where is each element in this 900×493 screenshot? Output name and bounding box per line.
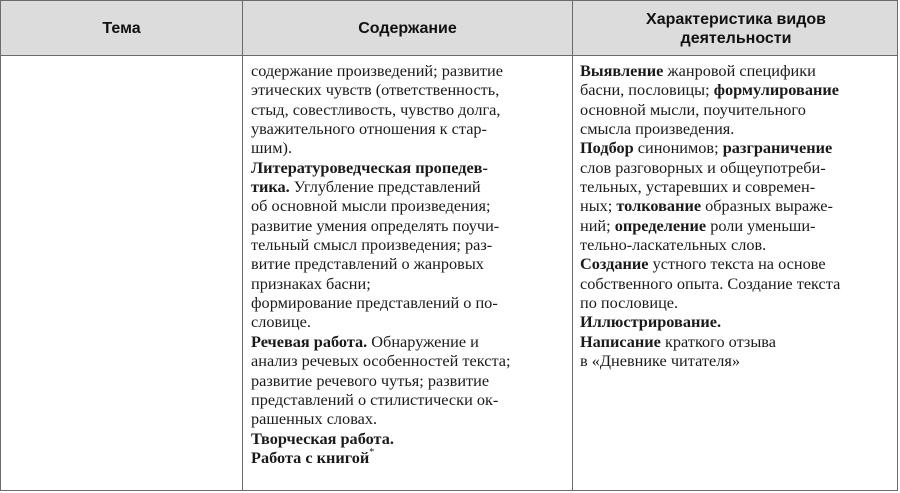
content-column [251, 61, 569, 467]
text: краткого отзыва [660, 331, 776, 351]
activity-line [580, 100, 896, 119]
text: синонимов; [633, 138, 723, 158]
header-activities-line1: Характеристика видов [646, 10, 826, 28]
column-divider-1 [242, 1, 243, 490]
header-activities [573, 1, 899, 56]
text: признаках басни; [251, 273, 371, 293]
header-content [243, 1, 572, 56]
activity-line [580, 293, 896, 312]
activity-line [580, 80, 896, 99]
text: витие представлений о жанровых [251, 254, 484, 274]
bold-text: Написание [580, 331, 661, 351]
header-topic-label: Тема [102, 20, 141, 37]
text: шим). [251, 138, 293, 158]
content-line [251, 274, 569, 293]
activity-line [580, 158, 896, 177]
text: тельно-ласкательных слов. [580, 235, 767, 255]
text: стыд, совестливость, чувство долга, [251, 99, 501, 119]
text: тельный смысл произведения; раз- [251, 235, 493, 255]
content-line [251, 312, 569, 331]
bold-text: Выявление [580, 61, 664, 80]
text: развитие речевого чутья; развитие [251, 370, 490, 390]
activity-line [580, 119, 896, 138]
text: основной мысли, поучительного [580, 99, 806, 119]
bold-text: определение [614, 215, 707, 235]
activity-line [580, 61, 896, 80]
bold-text: Творческая работа. [251, 428, 394, 448]
text: содержание произведений; развитие [251, 61, 503, 80]
text: формирование представлений о по- [251, 293, 498, 313]
text: образных выраже- [701, 196, 833, 216]
bold-text: Создание [580, 254, 649, 274]
text: развитие умения определять поучи- [251, 215, 500, 235]
text: этических чувств (ответственность, [251, 80, 500, 100]
content-line [251, 196, 569, 215]
activity-line [580, 351, 896, 370]
content-line [251, 371, 569, 390]
footnote-mark: * [369, 446, 375, 458]
text: тельных, устаревших и современ- [580, 177, 816, 197]
text: Углубление представлений [289, 177, 481, 197]
activity-column [580, 61, 896, 371]
text: слов разговорных и общеупотреби- [580, 157, 826, 177]
text: ных; [580, 196, 617, 216]
content-line [251, 80, 569, 99]
text: жанровой специфики [663, 61, 816, 80]
activity-line [580, 216, 896, 235]
content-line [251, 429, 569, 448]
text: устного текста на основе [648, 254, 826, 274]
text: басни, пословицы; [580, 80, 714, 100]
content-line [251, 138, 569, 157]
content-line [251, 216, 569, 235]
bold-text: разграничение [722, 138, 833, 158]
content-line [251, 293, 569, 312]
activity-line [580, 138, 896, 157]
content-line [251, 61, 569, 80]
activity-line [580, 312, 896, 331]
activity-line [580, 235, 896, 254]
text: об основной мысли произведения; [251, 196, 491, 216]
text: рашенных словах. [251, 409, 378, 429]
content-line [251, 235, 569, 254]
content-line [251, 332, 569, 351]
text: в «Дневнике читателя» [580, 351, 740, 371]
text: представлений о стилистически ок- [251, 389, 499, 409]
bold-text: толкование [616, 196, 702, 216]
text: анализ речевых особенностей текста; [251, 351, 511, 371]
content-line [251, 409, 569, 428]
bold-text: Иллюстрирование. [580, 312, 722, 332]
content-line [251, 119, 569, 138]
activity-line [580, 254, 896, 273]
content-line [251, 100, 569, 119]
content-line [251, 390, 569, 409]
text: Обнаружение и [367, 331, 479, 351]
bold-text: Литературоведческая пропедев- [251, 157, 488, 177]
bold-text: формулирование [713, 80, 839, 100]
bold-text: Подбор [580, 138, 634, 158]
text: роли уменьши- [706, 215, 816, 235]
text: собственного опыта. Создание текста [580, 273, 841, 293]
column-divider-2 [572, 1, 573, 490]
content-line [251, 351, 569, 370]
bold-text: Работа с книгой [251, 447, 370, 467]
bold-text: тика. [251, 177, 290, 197]
bold-text: Речевая работа. [251, 331, 368, 351]
text: смысла произведения. [580, 119, 735, 139]
table-header [1, 1, 897, 56]
activity-line [580, 274, 896, 293]
text: уважительного отношения к стар- [251, 119, 487, 139]
header-topic [1, 1, 242, 56]
header-content-label: Содержание [358, 20, 457, 37]
content-line [251, 448, 569, 467]
header-activities-line2: деятельности [680, 29, 792, 47]
text: ний; [580, 215, 615, 235]
activity-line [580, 332, 896, 351]
text: по пословице. [580, 293, 679, 313]
text: словице. [251, 312, 311, 332]
activity-line [580, 196, 896, 215]
content-line [251, 158, 569, 177]
content-line [251, 177, 569, 196]
activity-line [580, 177, 896, 196]
content-line [251, 254, 569, 273]
